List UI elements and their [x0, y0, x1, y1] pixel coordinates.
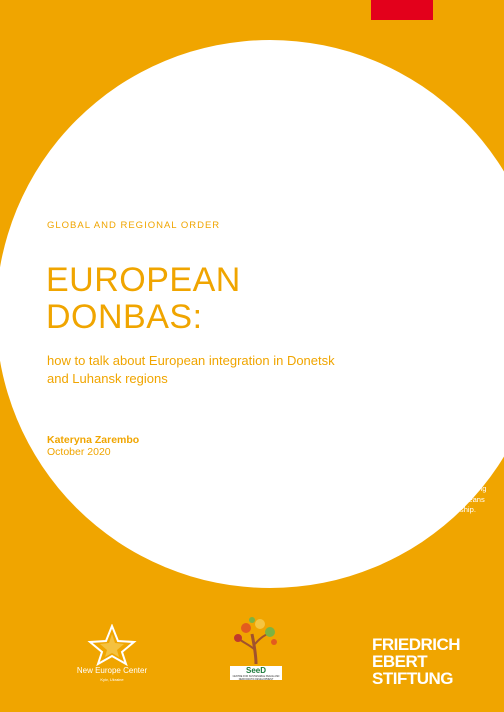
fes-line-2: EBERT: [372, 652, 428, 671]
subtitle: how to talk about European integration in Donetsk and Luhansk regions: [47, 353, 335, 386]
arrow-right-icon: [370, 448, 392, 460]
page-title: [46, 262, 241, 336]
key-point-3: When communicating European integration, it is worth emphasizing the reforms and changes it means rather than formal membership.: [370, 474, 487, 515]
arrow-right-icon: [370, 164, 392, 176]
fes-line-3: STIFTUNG: [372, 669, 453, 688]
date: October 2020: [47, 446, 111, 458]
key-point-2: New non-governmental organizations and movements that are engaged in civic education and promotion of good governance in the East could be the best promoters of European integration in the Donbas – also because people in Donbas have a higher trust in political information if they receive it from local residents.: [370, 323, 488, 426]
star-icon: [62, 624, 162, 666]
title-line-2: DONBAS:: [46, 298, 203, 336]
seed-tagline: CENTRE FOR SUSTAINABLE PEACE AND DEMOCRATIC DEVELOPMENT: [232, 675, 280, 681]
author: Kateryna Zarembo: [47, 434, 140, 446]
new-europe-center-logo: [62, 624, 162, 682]
fes-logo: [372, 636, 468, 688]
title-line-1: EUROPEAN: [46, 261, 241, 299]
nec-name: New Europe Center: [76, 666, 148, 675]
fes-line-1: FRIEDRICH: [372, 635, 461, 654]
seed-name: SeeD: [245, 666, 266, 675]
nec-location: Kyiv, Ukraine: [100, 677, 124, 682]
seed-logo: [226, 614, 286, 684]
arrow-right-icon: [370, 297, 392, 309]
red-tab: [371, 0, 433, 20]
series-label: GLOBAL AND REGIONAL ORDER: [47, 220, 221, 231]
key-point-1: Given that unemployment is the biggest concern for the vast majority of residents in Donetsk and Luhansk regions, creating new jobs with EU assistance (and declaring this assistance) would be the best promotion of European integration.: [370, 190, 488, 272]
